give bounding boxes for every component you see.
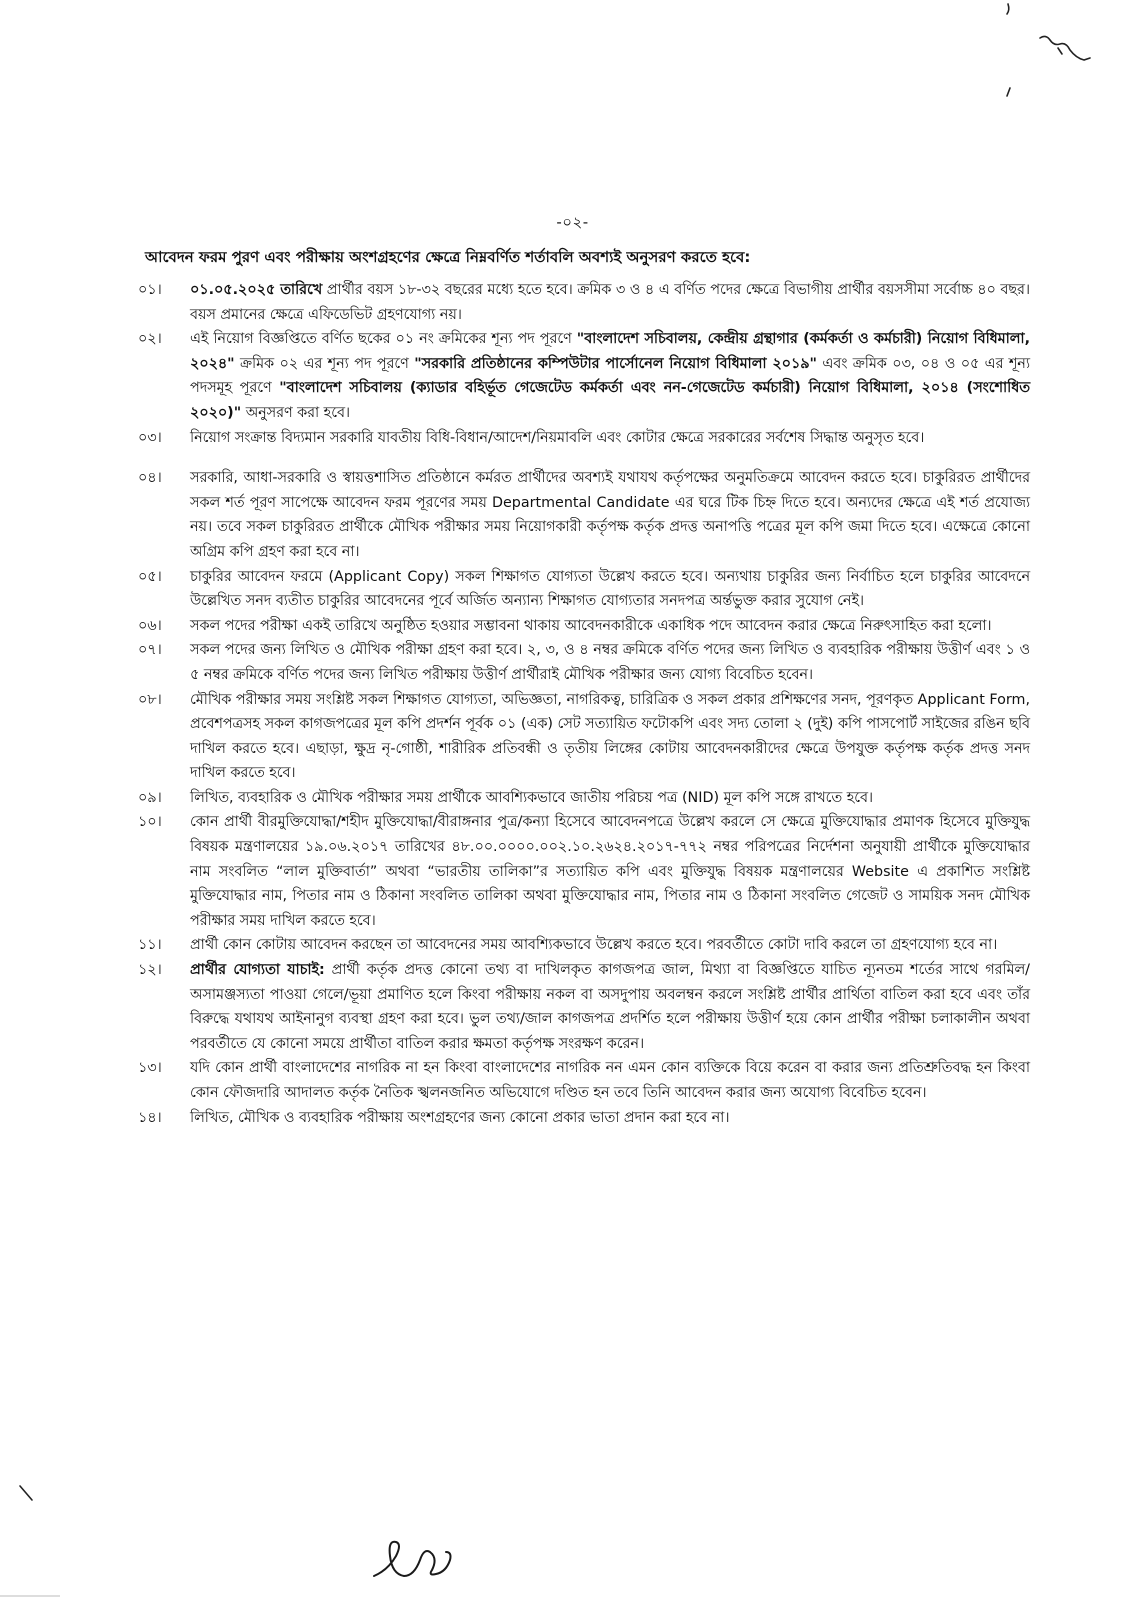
clause-text bbox=[190, 937, 997, 953]
clause-number: ১৩। bbox=[138, 1060, 162, 1077]
clause-number: ০৯। bbox=[138, 789, 162, 806]
clause-item bbox=[138, 426, 1030, 451]
clause-item bbox=[138, 688, 1030, 786]
clause-bold-text: "বাংলাদেশ সচিবালয়, কেন্দ্রীয় গ্রন্থাগার (কর্মকর্তা ও কর্মচারী) নিয়োগ বিধিমালা, ২০২৪" bbox=[190, 331, 1030, 372]
clause-text bbox=[190, 1110, 729, 1126]
clause-text-run: সকল পদের জন্য লিখিত ও মৌখিক পরীক্ষা গ্রহণ করা হবে। ২, ৩, ও ৪ নম্বর ক্রমিকে বর্ণিত পদের জন্য লিখিত ও ব্যবহারিক পরীক্ষায় উত্তীর্ণ এবং ১ ও ৫ নম্বর ক্রমিকে বর্ণিত পদের জন্য লিখিত পরীক্ষায় উত্তীর্ণ প্রার্থীরাই মৌখিক পরীক্ষার জন্য যোগ্য বিবেচিত হবেন। bbox=[190, 642, 1030, 683]
clause-text-run: প্রার্থী কর্তৃক প্রদত্ত কোনো তথ্য বা দাখিলকৃত কাগজপত্র জাল, মিথ্যা বা বিজ্ঞপ্তিতে যাচিত ন্যূনতম শর্তের সাথে গরমিল/অসামঞ্জস্যতা পাওয়া গেলে/ভূয়া প্রমাণিত হলে কিংবা পরীক্ষায় নকল বা অসদুপায় অবলম্বন করলে সংশ্লিষ্ট প্রার্থীর প্রার্থিতা বাতিল করা হবে এবং তাঁর বিরুদ্ধে যথাযথ আইনানুগ ব্যবস্থা গ্রহণ করা হবে। ভুল তথ্য/জাল কাগজপত্র প্রদর্শিত হলে পরীক্ষায় উত্তীর্ণ হয়ে কোন প্রার্থীর পরীক্ষা চলাকালীন অথবা পরবর্তীতে যে কোনো সময়ে প্রার্থীতা বাতিল করার ক্ষমতা কর্তৃপক্ষ সংরক্ষণ করেন। bbox=[190, 962, 1030, 1052]
clause-text-run: চাকুরির আবেদন ফরমে (Applicant Copy) সকল শিক্ষাগত যোগ্যতা উল্লেখ করতে হবে। অন্যথায় চাকুরির জন্য নির্বাচিত হলে চাকুরির আবেদনে উল্লেখিত সনদ ব্যতীত চাকুরির আবেদনের পূর্বে অর্জিত অন্যান্য শিক্ষাগত যোগ্যতার সনদপত্র অর্ন্তভুক্ত করার সুযোগ নেই। bbox=[190, 568, 1030, 610]
clause-text bbox=[190, 430, 924, 446]
clause-number: ০২। bbox=[138, 331, 162, 348]
clause-bold-text: প্রার্থীর যোগ্যতা যাচাই: bbox=[190, 962, 325, 979]
clause-number: ০৮। bbox=[138, 691, 162, 708]
clause-number: ০৬। bbox=[138, 617, 162, 634]
conditions-heading: আবেদন ফরম পুরণ এবং পরীক্ষায় অংশগ্রহণের ক্ষেত্রে নিম্নবর্ণিত শর্তাবলি অবশ্যই অনুসরণ করতে হবে: bbox=[145, 248, 751, 266]
clause-item bbox=[138, 614, 1030, 639]
margin-tick-mark bbox=[20, 1486, 32, 1500]
clause-text-run: কোন প্রার্থী বীরমুক্তিযোদ্ধা/শহীদ মুক্তিযোদ্ধা/বীরাঙ্গনার পুত্র/কন্যা হিসেবে আবেদনপত্রে উল্লেখ করলে সে ক্ষেত্রে মুক্তিযোদ্ধার প্রমাণক হিসেবে মুক্তিযুদ্ধ বিষয়ক মন্ত্রণালয়ের ১৯.০৬.২০১৭ তারিখের ৪৮.০০.০০০০.০০২.১০.২৬২৪.২০১৭-৭৭২ নম্বর পরিপত্রের নির্দেশনা অনুযায়ী প্রার্থীকে মুক্তিযোদ্ধার নাম সংবলিত “লাল মুক্তিবার্তা” অথবা “ভারতীয় তালিকা”র সত্যায়িত কপি এবং মুক্তিযুদ্ধ বিষয়ক মন্ত্রণালয়ের Website এ প্রকাশিত সংশ্লিষ্ট মুক্তিযোদ্ধার নাম, পিতার নাম ও ঠিকানা সংবলিত তালিকা অথবা মুক্তিযোদ্ধার নাম, পিতার নাম ও ঠিকানা সংবলিত গেজেট ও সাময়িক সনদ মৌখিক পরীক্ষার সময় দাখিল করতে হবে। bbox=[190, 814, 1030, 929]
page-number: -০২- bbox=[556, 213, 589, 231]
clause-text-run: প্রার্থীর বয়স ১৮-৩২ বছরের মধ্যে হতে হবে। ক্রমিক ৩ ও ৪ এ বর্ণিত পদের ক্ষেত্রে বিভাগীয় প্রার্থীর বয়সসীমা সর্বোচ্চ ৪০ বছর। বয়স প্রমানের ক্ষেত্রে এফিডেভিট গ্রহণযোগ্য নয়। bbox=[190, 282, 1030, 323]
clause-number: ০৩। bbox=[138, 429, 162, 446]
clause-item bbox=[138, 638, 1030, 687]
clause-text bbox=[190, 331, 1030, 421]
clause-text bbox=[190, 282, 1030, 323]
clause-item bbox=[138, 327, 1030, 425]
clause-text-run: এবং ক্রমিক ০৩, ০৪ ও ০৫ এর শূন্য পদসমূহ পূরণে bbox=[190, 355, 1030, 397]
clause-item bbox=[138, 466, 1030, 564]
clause-text-run: অনুসরণ করা হবে। bbox=[241, 404, 351, 421]
clause-text-run: এই নিয়োগ বিজ্ঞপ্তিতে বর্ণিত ছকের ০১ নং ক্রমিকের শূন্য পদ পূরণে bbox=[190, 331, 577, 348]
clause-number: ১১। bbox=[138, 937, 162, 954]
clause-number: ০৪। bbox=[138, 470, 162, 487]
clause-text bbox=[190, 1060, 1030, 1101]
clause-item bbox=[138, 810, 1030, 933]
clause-item bbox=[138, 933, 1030, 958]
conditions-list bbox=[138, 278, 1030, 1130]
clause-text-run: লিখিত, মৌখিক ও ব্যবহারিক পরীক্ষায় অংশগ্রহণের জন্য কোনো প্রকার ভাতা প্রদান করা হবে না। bbox=[190, 1109, 730, 1126]
clause-item bbox=[138, 958, 1030, 1056]
clause-bold-text: "বাংলাদেশ সচিবালয় (ক্যাডার বহির্ভূত গেজেটেড কর্মকর্তা এবং নন-গেজেটেড কর্মচারী) নিয়োগ বিধিমালা, ২০১৪ (সংশোধিত ২০২০)" bbox=[190, 380, 1030, 421]
clause-bold-text: "সরকারি প্রতিষ্ঠানের কম্পিউটার পার্সোনেল নিয়োগ বিধিমালা ২০১৯" bbox=[414, 355, 817, 372]
clause-text-run: সকল পদের পরীক্ষা একই তারিখে অনুষ্ঠিত হওয়ার সম্ভাবনা থাকায় আবেদনকারীকে একাধিক পদে আবেদন করার ক্ষেত্রে নিরুৎসাহিত করা হলো। bbox=[190, 617, 992, 634]
clause-text-run: মৌখিক পরীক্ষার সময় সংশ্লিষ্ট সকল শিক্ষাগত যোগ্যতা, অভিজ্ঞতা, নাগরিকত্ব, চারিত্রিক ও সকল প্রকার প্রশিক্ষণের সনদ, পূরণকৃত Applicant Form, প্রবেশপত্রসহ সকল কাগজপত্রের মূল কপি প্রদর্শন পূর্বক ০১ (এক) সেট সত্যায়িত ফটোকপি এবং সদ্য তোলা ২ (দুই) কপি পাসপোর্ট সাইজের রঙিন ছবি দাখিল করতে হবে। এছাড়া, ক্ষুদ্র নৃ-গোষ্ঠী, শারীরিক প্রতিবন্ধী ও তৃতীয় লিঙ্গের কোটায় আবেদনকারীদের ক্ষেত্রে উপযুক্ত কর্তৃপক্ষ কর্তৃক প্রদত্ত সনদ দাখিল করতে হবে। bbox=[190, 691, 1030, 782]
clause-text-run: লিখিত, ব্যবহারিক ও মৌখিক পরীক্ষার সময় প্রার্থীকে আবশ্যিকভাবে জাতীয় পরিচয় পত্র (NID) মূল কপি সঙ্গে রাখতে হবে। bbox=[190, 789, 874, 806]
clause-text bbox=[190, 962, 1030, 1052]
signature-mark bbox=[368, 1528, 478, 1588]
clause-text-run: নিয়োগ সংক্রান্ত বিদ্যমান সরকারি যাবতীয় বিধি-বিধান/আদেশ/নিয়মাবলি এবং কোটার ক্ষেত্রে সরকারের সর্বশেষ সিদ্ধান্ত অনুসৃত হবে। bbox=[190, 429, 925, 446]
clause-number: ০৫। bbox=[138, 568, 162, 585]
clause-text-run: যদি কোন প্রার্থী বাংলাদেশের নাগরিক না হন কিংবা বাংলাদেশের নাগরিক নন এমন কোন ব্যক্তিকে বিয়ে করেন বা করার জন্য প্রতিশ্রুতিবদ্ধ হন কিংবা কোন ফৌজদারি আদালত কর্তৃক নৈতিক স্খলনজনিত অভিযোগে দণ্ডিত হন তবে তিনি আবেদন করার জন্য অযোগ্য বিবেচিত হবেন। bbox=[190, 1060, 1030, 1101]
corner-handwriting-mark bbox=[1007, 4, 1090, 96]
clause-item bbox=[138, 1106, 1030, 1131]
clause-text bbox=[190, 569, 1030, 610]
clause-number: ১০। bbox=[138, 814, 162, 831]
clause-text-run: প্রার্থী কোন কোটায় আবেদন করছেন তা আবেদনের সময় আবশ্যিকভাবে উল্লেখ করতে হবে। পরবর্তীতে কোটা দাবি করলে তা গ্রহণযোগ্য হবে না। bbox=[190, 937, 998, 954]
clause-text bbox=[190, 470, 1030, 560]
clause-text bbox=[190, 692, 1030, 782]
clause-text bbox=[190, 642, 1030, 683]
clause-text bbox=[190, 618, 992, 634]
clause-number: ০৭। bbox=[138, 642, 162, 659]
clause-number: ০১। bbox=[138, 282, 162, 298]
clause-number: ১৪। bbox=[138, 1109, 162, 1126]
clause-text-run: ক্রমিক ০২ এর শূন্য পদ পূরণে bbox=[234, 355, 415, 372]
clause-item bbox=[138, 786, 1030, 811]
clause-text bbox=[190, 814, 1030, 928]
clause-item bbox=[138, 565, 1030, 614]
clause-text bbox=[190, 790, 873, 806]
clause-bold-text: ০১.০৫.২০২৫ তারিখে bbox=[190, 282, 323, 298]
clause-item bbox=[138, 278, 1030, 327]
clause-item bbox=[138, 1056, 1030, 1105]
clause-text-run: সরকারি, আধা-সরকারি ও স্বায়ত্তশাসিত প্রতিষ্ঠানে কর্মরত প্রার্থীদের অবশ্যই যথাযথ কর্তৃপক্ষের অনুমতিক্রমে আবেদন করতে হবে। চাকুরিরত প্রার্থীদের সকল শর্ত পূরণ সাপেক্ষে আবেদন ফরম পূরণের সময় Departmental Candidate এর ঘরে টিক চিহ্ন দিতে হবে। অন্যদের ক্ষেত্রে এই শর্ত প্রযোজ্য নয়। তবে সকল চাকুরিরত প্রার্থীকে মৌখিক পরীক্ষার সময় নিয়োগকারী কর্তৃপক্ষ কর্তৃক প্রদত্ত অনাপত্তি পত্রের মূল কপি জমা দিতে হবে। এক্ষেত্রে কোনো অগ্রিম কপি গ্রহণ করা হবে না। bbox=[190, 470, 1031, 560]
clause-number: ১২। bbox=[138, 962, 162, 979]
